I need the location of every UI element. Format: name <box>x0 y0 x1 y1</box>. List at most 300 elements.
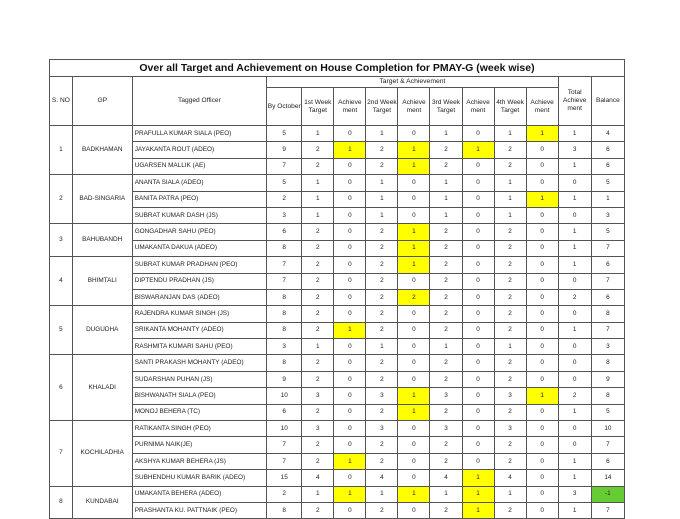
value-cell: 1 <box>558 453 591 469</box>
value-cell: 3 <box>302 388 334 404</box>
table-row <box>50 421 625 437</box>
value-cell: 3 <box>591 339 624 355</box>
value-cell: 0 <box>558 371 591 387</box>
tagged-officer-cell: JAYAKANTA ROUT (ADEO) <box>132 142 266 158</box>
value-cell: 1 <box>430 207 462 223</box>
gp-name-cell: BAD-SINGARIA <box>72 175 132 224</box>
value-cell: 1 <box>366 191 398 207</box>
value-cell: 1 <box>558 257 591 273</box>
value-cell: 1 <box>558 126 591 142</box>
tagged-officer-cell: SRIKANTA MOHANTY (ADEO) <box>132 322 266 338</box>
tagged-officer-cell: PRAFULLA KUMAR SIALA (PEO) <box>132 126 266 142</box>
value-cell: 8 <box>267 306 302 322</box>
value-cell: 9 <box>591 371 624 387</box>
value-cell: 2 <box>267 191 302 207</box>
value-cell: 2 <box>302 437 334 453</box>
table-row <box>50 339 625 355</box>
value-cell: 2 <box>366 306 398 322</box>
value-cell: 2 <box>366 453 398 469</box>
value-cell: 1 <box>558 224 591 240</box>
value-cell: 0 <box>334 339 366 355</box>
header-sno: S. NO <box>50 77 73 126</box>
value-cell: 2 <box>430 224 462 240</box>
value-cell: 0 <box>526 437 558 453</box>
value-cell: 2 <box>302 158 334 174</box>
value-cell: 1 <box>302 126 334 142</box>
value-cell: 2 <box>366 257 398 273</box>
value-cell: 1 <box>462 486 494 502</box>
value-cell: 2 <box>430 240 462 256</box>
value-cell: 2 <box>366 502 398 518</box>
value-cell: 7 <box>267 437 302 453</box>
gp-name-cell: BHIMTALI <box>72 257 132 306</box>
value-cell: 3 <box>267 207 302 223</box>
value-cell: 1 <box>398 158 430 174</box>
value-cell: 0 <box>334 289 366 305</box>
value-cell: 2 <box>302 224 334 240</box>
value-cell: 0 <box>558 421 591 437</box>
value-cell: 0 <box>398 453 430 469</box>
value-cell: 1 <box>526 191 558 207</box>
table-row <box>50 257 625 273</box>
value-cell: 8 <box>267 502 302 518</box>
value-cell: 0 <box>462 224 494 240</box>
value-cell: 0 <box>398 175 430 191</box>
value-cell: -1 <box>591 486 624 502</box>
value-cell: 5 <box>267 126 302 142</box>
gp-name-cell: DUGUDHA <box>72 306 132 355</box>
table-row <box>50 142 625 158</box>
value-cell: 0 <box>462 306 494 322</box>
value-cell: 0 <box>462 158 494 174</box>
value-cell: 1 <box>591 191 624 207</box>
value-cell: 2 <box>302 306 334 322</box>
header-week4-achievement: Achieve ment <box>526 88 558 126</box>
value-cell: 4 <box>591 126 624 142</box>
value-cell: 2 <box>302 502 334 518</box>
value-cell: 0 <box>334 371 366 387</box>
value-cell: 5 <box>591 175 624 191</box>
value-cell: 0 <box>558 273 591 289</box>
value-cell: 1 <box>494 175 526 191</box>
value-cell: 7 <box>591 240 624 256</box>
value-cell: 9 <box>267 142 302 158</box>
value-cell: 5 <box>591 224 624 240</box>
value-cell: 0 <box>526 322 558 338</box>
value-cell: 0 <box>334 404 366 420</box>
value-cell: 2 <box>494 257 526 273</box>
value-cell: 10 <box>591 421 624 437</box>
value-cell: 1 <box>366 126 398 142</box>
gp-name-cell: KUNDABAI <box>72 486 132 519</box>
value-cell: 0 <box>334 126 366 142</box>
value-cell: 2 <box>558 289 591 305</box>
value-cell: 1 <box>334 453 366 469</box>
value-cell: 0 <box>558 437 591 453</box>
value-cell: 0 <box>334 207 366 223</box>
value-cell: 1 <box>302 191 334 207</box>
value-cell: 5 <box>591 404 624 420</box>
value-cell: 1 <box>334 322 366 338</box>
value-cell: 0 <box>526 371 558 387</box>
tagged-officer-cell: GONGADHAR SAHU (PEO) <box>132 224 266 240</box>
gp-name-cell: KHALADI <box>72 355 132 421</box>
value-cell: 0 <box>526 355 558 371</box>
header-week4-target: 4th Week Target <box>494 88 526 126</box>
table-row <box>50 224 625 240</box>
value-cell: 0 <box>462 273 494 289</box>
value-cell: 1 <box>366 339 398 355</box>
value-cell: 2 <box>494 289 526 305</box>
serial-number-cell: 6 <box>50 355 73 421</box>
value-cell: 1 <box>494 126 526 142</box>
value-cell: 0 <box>334 437 366 453</box>
value-cell: 1 <box>526 388 558 404</box>
value-cell: 2 <box>302 322 334 338</box>
value-cell: 10 <box>267 388 302 404</box>
gp-name-cell: BADKHAMAN <box>72 126 132 175</box>
table-row <box>50 175 625 191</box>
value-cell: 6 <box>267 404 302 420</box>
header-week2-achievement: Achieve ment <box>398 88 430 126</box>
value-cell: 0 <box>462 175 494 191</box>
value-cell: 2 <box>366 289 398 305</box>
tagged-officer-cell: BISWARANJAN DAS (ADEO) <box>132 289 266 305</box>
tagged-officer-cell: RASHMITA KUMARI SAHU (PEO) <box>132 339 266 355</box>
value-cell: 6 <box>591 158 624 174</box>
header-week3-achievement: Achieve ment <box>462 88 494 126</box>
value-cell: 0 <box>558 175 591 191</box>
value-cell: 0 <box>462 322 494 338</box>
value-cell: 7 <box>591 502 624 518</box>
value-cell: 2 <box>302 142 334 158</box>
value-cell: 0 <box>526 158 558 174</box>
value-cell: 3 <box>558 486 591 502</box>
header-week1-achievement: Achieve ment <box>334 88 366 126</box>
value-cell: 0 <box>526 470 558 486</box>
value-cell: 0 <box>526 207 558 223</box>
value-cell: 1 <box>462 502 494 518</box>
value-cell: 2 <box>302 355 334 371</box>
tagged-officer-cell: ANANTA SIALA (ADEO) <box>132 175 266 191</box>
value-cell: 1 <box>558 240 591 256</box>
tagged-officer-cell: UMAKANTA DAKUA (ADEO) <box>132 240 266 256</box>
value-cell: 0 <box>526 486 558 502</box>
header-tagged-officer: Tagged Officer <box>132 77 266 126</box>
value-cell: 2 <box>302 240 334 256</box>
value-cell: 1 <box>558 404 591 420</box>
value-cell: 0 <box>462 404 494 420</box>
gp-name-cell: BAHUBANDH <box>72 224 132 257</box>
value-cell: 2 <box>494 437 526 453</box>
value-cell: 0 <box>398 421 430 437</box>
value-cell: 0 <box>334 388 366 404</box>
value-cell: 3 <box>430 421 462 437</box>
value-cell: 1 <box>398 257 430 273</box>
value-cell: 1 <box>494 191 526 207</box>
value-cell: 3 <box>558 142 591 158</box>
value-cell: 2 <box>430 306 462 322</box>
value-cell: 3 <box>366 421 398 437</box>
header-gp: GP <box>72 77 132 126</box>
tagged-officer-cell: PRASHANTA KU. PATTNAIK (PEO) <box>132 502 266 518</box>
value-cell: 0 <box>526 289 558 305</box>
value-cell: 1 <box>302 339 334 355</box>
value-cell: 2 <box>430 158 462 174</box>
value-cell: 1 <box>430 126 462 142</box>
value-cell: 2 <box>366 404 398 420</box>
value-cell: 0 <box>398 371 430 387</box>
value-cell: 0 <box>558 355 591 371</box>
value-cell: 3 <box>494 388 526 404</box>
value-cell: 2 <box>366 273 398 289</box>
value-cell: 7 <box>267 257 302 273</box>
header-total-achievement: Total Achieve ment <box>558 77 591 126</box>
value-cell: 3 <box>267 339 302 355</box>
value-cell: 0 <box>398 339 430 355</box>
value-cell: 0 <box>334 470 366 486</box>
serial-number-cell: 3 <box>50 224 73 257</box>
value-cell: 4 <box>366 470 398 486</box>
value-cell: 1 <box>398 142 430 158</box>
value-cell: 0 <box>462 207 494 223</box>
tagged-officer-cell: SUBRAT KUMAR DASH (JS) <box>132 207 266 223</box>
value-cell: 0 <box>462 289 494 305</box>
value-cell: 0 <box>334 502 366 518</box>
value-cell: 2 <box>302 371 334 387</box>
value-cell: 2 <box>430 437 462 453</box>
table-row <box>50 322 625 338</box>
header-week2-target: 2nd Week Target <box>366 88 398 126</box>
value-cell: 2 <box>366 240 398 256</box>
value-cell: 0 <box>398 273 430 289</box>
value-cell: 8 <box>591 388 624 404</box>
value-cell: 0 <box>462 421 494 437</box>
value-cell: 0 <box>398 191 430 207</box>
value-cell: 2 <box>494 502 526 518</box>
value-cell: 0 <box>334 306 366 322</box>
value-cell: 2 <box>494 322 526 338</box>
value-cell: 0 <box>526 306 558 322</box>
value-cell: 2 <box>494 142 526 158</box>
value-cell: 6 <box>591 142 624 158</box>
table-row <box>50 207 625 223</box>
value-cell: 0 <box>398 470 430 486</box>
value-cell: 1 <box>462 470 494 486</box>
target-achievement-table <box>49 59 625 519</box>
value-cell: 2 <box>398 289 430 305</box>
value-cell: 1 <box>398 486 430 502</box>
value-cell: 2 <box>366 322 398 338</box>
value-cell: 8 <box>267 240 302 256</box>
value-cell: 1 <box>398 404 430 420</box>
value-cell: 2 <box>302 453 334 469</box>
value-cell: 3 <box>366 388 398 404</box>
value-cell: 0 <box>526 404 558 420</box>
value-cell: 15 <box>267 470 302 486</box>
value-cell: 1 <box>366 207 398 223</box>
value-cell: 2 <box>494 158 526 174</box>
serial-number-cell: 2 <box>50 175 73 224</box>
value-cell: 3 <box>302 421 334 437</box>
value-cell: 2 <box>366 355 398 371</box>
table-row <box>50 240 625 256</box>
value-cell: 0 <box>526 453 558 469</box>
value-cell: 2 <box>302 404 334 420</box>
value-cell: 0 <box>526 273 558 289</box>
value-cell: 0 <box>334 273 366 289</box>
value-cell: 0 <box>558 339 591 355</box>
value-cell: 2 <box>366 142 398 158</box>
value-cell: 7 <box>591 437 624 453</box>
serial-number-cell: 4 <box>50 257 73 306</box>
value-cell: 2 <box>430 355 462 371</box>
tagged-officer-cell: RAJENDRA KUMAR SINGH (JS) <box>132 306 266 322</box>
value-cell: 0 <box>526 502 558 518</box>
value-cell: 8 <box>267 289 302 305</box>
value-cell: 0 <box>334 224 366 240</box>
value-cell: 0 <box>398 207 430 223</box>
value-cell: 2 <box>430 257 462 273</box>
value-cell: 1 <box>302 207 334 223</box>
value-cell: 7 <box>267 453 302 469</box>
value-cell: 8 <box>267 322 302 338</box>
value-cell: 2 <box>430 453 462 469</box>
value-cell: 0 <box>462 371 494 387</box>
value-cell: 1 <box>558 191 591 207</box>
value-cell: 7 <box>267 273 302 289</box>
value-cell: 7 <box>267 158 302 174</box>
value-cell: 0 <box>526 240 558 256</box>
value-cell: 1 <box>430 175 462 191</box>
value-cell: 0 <box>462 388 494 404</box>
value-cell: 1 <box>398 388 430 404</box>
tagged-officer-cell: PURNIMA NAIK(JE) <box>132 437 266 453</box>
table-row <box>50 453 625 469</box>
tagged-officer-cell: MONOJ BEHERA (TC) <box>132 404 266 420</box>
value-cell: 2 <box>366 371 398 387</box>
value-cell: 7 <box>591 322 624 338</box>
value-cell: 1 <box>494 207 526 223</box>
value-cell: 1 <box>494 339 526 355</box>
value-cell: 3 <box>430 388 462 404</box>
table-row <box>50 306 625 322</box>
value-cell: 6 <box>591 289 624 305</box>
header-target-achievement: Target & Achievement <box>267 77 559 88</box>
value-cell: 0 <box>526 175 558 191</box>
value-cell: 2 <box>430 142 462 158</box>
value-cell: 1 <box>494 486 526 502</box>
table-row <box>50 158 625 174</box>
value-cell: 1 <box>302 486 334 502</box>
table-title: Over all Target and Achievement on House Completion for PMAY-G (week wise) <box>50 60 625 77</box>
value-cell: 2 <box>494 404 526 420</box>
value-cell: 0 <box>526 224 558 240</box>
table-row <box>50 273 625 289</box>
value-cell: 0 <box>334 191 366 207</box>
value-cell: 0 <box>462 355 494 371</box>
value-cell: 1 <box>462 142 494 158</box>
header-balance: Balance <box>591 77 624 126</box>
value-cell: 0 <box>462 257 494 273</box>
value-cell: 0 <box>334 175 366 191</box>
tagged-officer-cell: BISHWANATH SIALA (PEO) <box>132 388 266 404</box>
value-cell: 8 <box>591 306 624 322</box>
value-cell: 2 <box>302 289 334 305</box>
value-cell: 2 <box>494 240 526 256</box>
value-cell: 10 <box>267 421 302 437</box>
value-cell: 0 <box>398 306 430 322</box>
value-cell: 1 <box>334 142 366 158</box>
value-cell: 0 <box>462 191 494 207</box>
tagged-officer-cell: SUBHENDHU KUMAR BARIK (ADEO) <box>132 470 266 486</box>
table-row <box>50 289 625 305</box>
value-cell: 3 <box>494 421 526 437</box>
value-cell: 4 <box>430 470 462 486</box>
tagged-officer-cell: BANITA PATRA (PEO) <box>132 191 266 207</box>
value-cell: 8 <box>267 355 302 371</box>
table-row <box>50 502 625 518</box>
value-cell: 3 <box>591 207 624 223</box>
value-cell: 0 <box>558 306 591 322</box>
value-cell: 0 <box>334 355 366 371</box>
serial-number-cell: 8 <box>50 486 73 519</box>
value-cell: 2 <box>430 404 462 420</box>
value-cell: 0 <box>462 437 494 453</box>
value-cell: 1 <box>398 240 430 256</box>
value-cell: 2 <box>558 388 591 404</box>
value-cell: 2 <box>430 502 462 518</box>
header-by-october: By October <box>267 88 302 126</box>
value-cell: 1 <box>302 175 334 191</box>
value-cell: 0 <box>526 142 558 158</box>
value-cell: 6 <box>591 453 624 469</box>
value-cell: 2 <box>430 273 462 289</box>
value-cell: 2 <box>430 289 462 305</box>
value-cell: 1 <box>558 502 591 518</box>
value-cell: 1 <box>334 486 366 502</box>
value-cell: 2 <box>366 224 398 240</box>
value-cell: 2 <box>494 371 526 387</box>
tagged-officer-cell: RATIKANTA SINGH (PEO) <box>132 421 266 437</box>
value-cell: 7 <box>591 273 624 289</box>
gp-name-cell: KOCHILADHIA <box>72 421 132 487</box>
value-cell: 2 <box>494 224 526 240</box>
value-cell: 0 <box>462 453 494 469</box>
tagged-officer-cell: SANTI PRAKASH MOHANTY (ADEO) <box>132 355 266 371</box>
value-cell: 1 <box>366 486 398 502</box>
table-row <box>50 371 625 387</box>
value-cell: 9 <box>267 371 302 387</box>
value-cell: 2 <box>494 355 526 371</box>
value-cell: 6 <box>591 257 624 273</box>
value-cell: 0 <box>398 502 430 518</box>
value-cell: 0 <box>334 158 366 174</box>
value-cell: 2 <box>430 322 462 338</box>
tagged-officer-cell: SUDARSHAN PUHAN (JS) <box>132 371 266 387</box>
value-cell: 1 <box>526 126 558 142</box>
value-cell: 1 <box>558 470 591 486</box>
value-cell: 0 <box>462 240 494 256</box>
value-cell: 1 <box>430 486 462 502</box>
value-cell: 2 <box>494 306 526 322</box>
value-cell: 0 <box>398 355 430 371</box>
table-row <box>50 355 625 371</box>
serial-number-cell: 7 <box>50 421 73 487</box>
value-cell: 2 <box>366 437 398 453</box>
value-cell: 1 <box>398 224 430 240</box>
table-row <box>50 126 625 142</box>
